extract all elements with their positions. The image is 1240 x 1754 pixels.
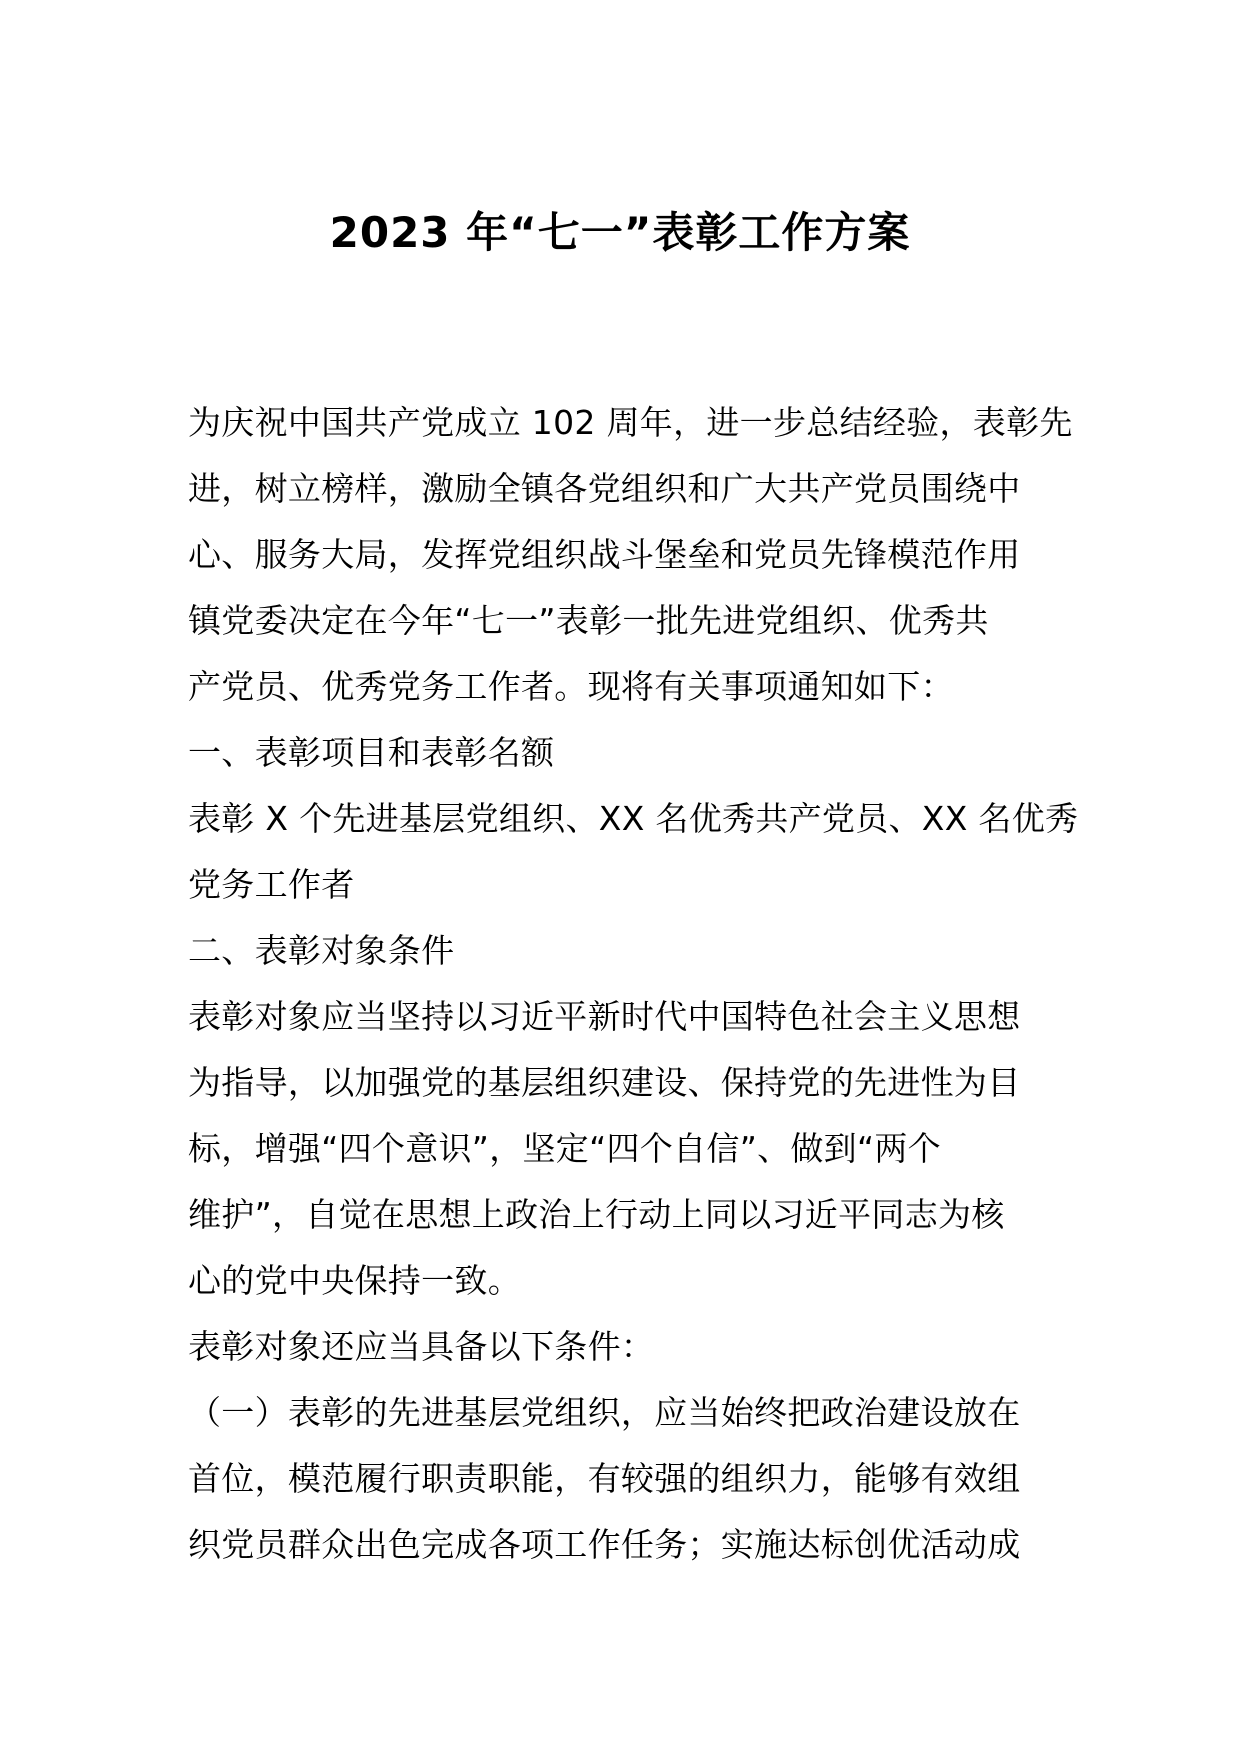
body-line: 进，树立榜样，激励全镇各党组织和广大共产党员围绕中: [188, 469, 1021, 508]
body-line: 首位，模范履行职责职能，有较强的组织力，能够有效组: [188, 1459, 1021, 1498]
body-line: 标，增强“四个意识”，坚定“四个自信”、做到“两个: [188, 1129, 941, 1168]
body-line: 表彰对象应当坚持以习近平新时代中国特色社会主义思想: [188, 997, 1021, 1036]
body-line: 表彰对象还应当具备以下条件：: [188, 1327, 655, 1366]
body-line: 镇党委决定在今年“七一”表彰一批先进党组织、优秀共: [188, 601, 989, 640]
section-heading: 一、表彰项目和表彰名额: [188, 733, 555, 772]
body-line: 织党员群众出色完成各项工作任务；实施达标创优活动成: [188, 1525, 1021, 1564]
document-title: 2023 年“七一”表彰工作方案: [329, 208, 911, 257]
body-line: 心的党中央保持一致。: [188, 1261, 521, 1300]
body-line: 心、服务大局，发挥党组织战斗堡垒和党员先锋模范作用: [188, 535, 1021, 574]
body-line: 为指导，以加强党的基层组织建设、保持党的先进性为目: [188, 1063, 1021, 1102]
body-line: 产党员、优秀党务工作者。现将有关事项通知如下：: [188, 667, 954, 706]
body-line: 为庆祝中国共产党成立 102 周年，进一步总结经验，表彰先: [188, 403, 1073, 442]
body-line: 党务工作者: [188, 865, 355, 904]
section-heading: 二、表彰对象条件: [188, 931, 455, 970]
body-line: 维护”，自觉在思想上政治上行动上同以习近平同志为核: [188, 1195, 1005, 1234]
body-line: （一）表彰的先进基层党组织，应当始终把政治建设放在: [188, 1393, 1021, 1432]
body-line: 表彰 X 个先进基层党组织、XX 名优秀共产党员、XX 名优秀: [188, 799, 1079, 838]
